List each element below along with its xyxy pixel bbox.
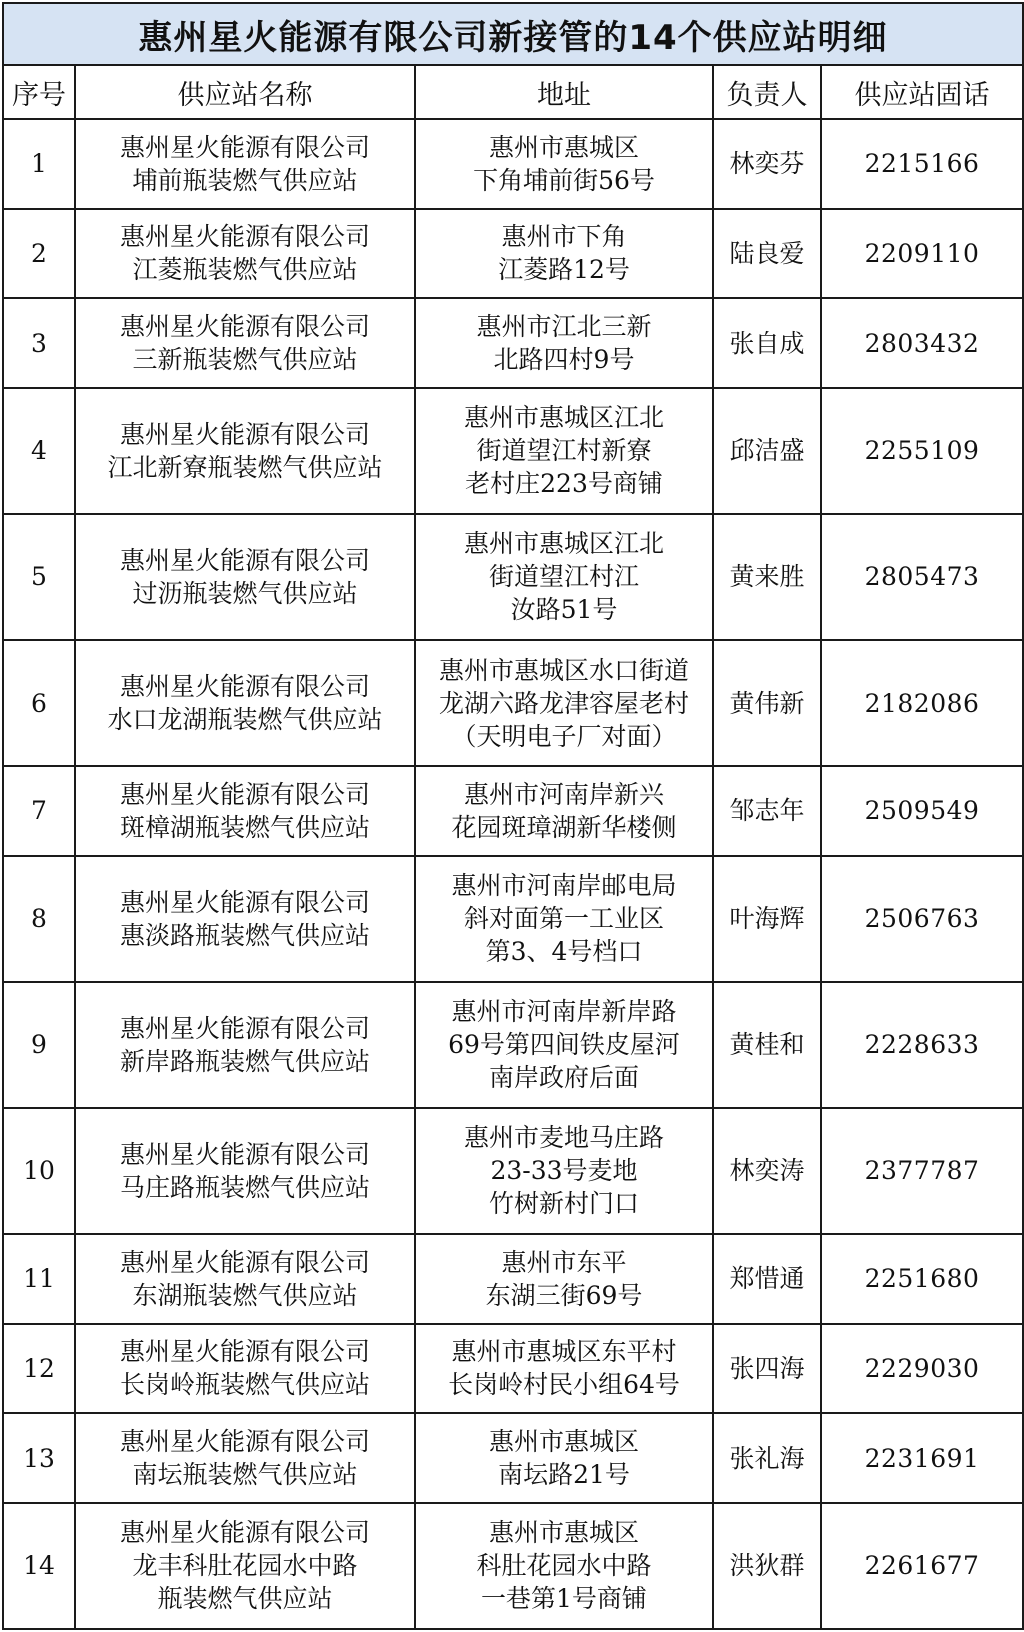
table-row <box>3 514 1023 640</box>
station-manager: 郑惜通 <box>713 1234 821 1324</box>
station-address-line: 汝路51号 <box>510 595 618 625</box>
row-number: 8 <box>3 856 75 982</box>
station-address <box>415 1234 713 1324</box>
station-manager: 黄桂和 <box>713 982 821 1108</box>
station-name-line: 惠淡路瓶装燃气供应站 <box>119 920 370 950</box>
row-number: 5 <box>3 514 75 640</box>
station-address-line: 第3、4号档口 <box>485 937 643 967</box>
row-number: 10 <box>3 1108 75 1234</box>
station-address <box>415 766 713 856</box>
table-row <box>3 982 1023 1108</box>
station-manager: 陆良爱 <box>713 209 821 299</box>
station-name <box>75 1234 415 1324</box>
station-address-line: 北路四村9号 <box>493 345 635 375</box>
station-name-line: 惠州星火能源有限公司 <box>119 1247 370 1277</box>
station-address-line: 老村庄223号商铺 <box>465 469 663 499</box>
station-name-line: 过沥瓶装燃气供应站 <box>132 578 358 608</box>
station-name <box>75 766 415 856</box>
station-name <box>75 1108 415 1234</box>
column-header-phone: 供应站固话 <box>821 65 1023 119</box>
station-address-line: 惠州市江北三新 <box>476 312 652 342</box>
station-name-line: 惠州星火能源有限公司 <box>119 672 370 702</box>
station-address-line: 花园斑璋湖新华楼侧 <box>451 812 677 842</box>
station-name-line: 惠州星火能源有限公司 <box>119 887 370 917</box>
table-row <box>3 119 1023 209</box>
row-number: 1 <box>3 119 75 209</box>
station-address-line: 惠州市下角 <box>501 222 627 252</box>
station-address-line: 惠州市惠城区 <box>488 132 639 162</box>
station-manager: 林奕涛 <box>713 1108 821 1234</box>
column-header-manager: 负责人 <box>713 65 821 119</box>
row-number: 14 <box>3 1503 75 1629</box>
table-row <box>3 1413 1023 1503</box>
station-address-line: 23-33号麦地 <box>490 1156 638 1186</box>
row-number: 6 <box>3 640 75 766</box>
station-phone: 2215166 <box>821 119 1023 209</box>
station-address-line: 科肚花园水中路 <box>476 1551 652 1581</box>
station-address-line: 江菱路12号 <box>498 255 630 285</box>
station-name <box>75 209 415 299</box>
station-address-line: 69号第四间铁皮屋河 <box>448 1030 680 1060</box>
station-address-line: 惠州市河南岸新兴 <box>463 779 664 809</box>
station-address-line: 惠州市惠城区江北 <box>463 403 664 433</box>
station-address-line: 惠州市惠城区水口街道 <box>438 655 689 685</box>
station-address <box>415 388 713 514</box>
station-address-line: 惠州市河南岸新岸路 <box>451 997 677 1027</box>
station-address <box>415 1413 713 1503</box>
station-name-line: 新岸路瓶装燃气供应站 <box>119 1046 370 1076</box>
station-name-line: 南坛瓶装燃气供应站 <box>132 1460 358 1490</box>
station-address-line: 东湖三街69号 <box>485 1280 643 1310</box>
table-body <box>3 119 1023 1629</box>
station-manager: 洪狄群 <box>713 1503 821 1629</box>
station-name-line: 江北新寮瓶装燃气供应站 <box>107 452 383 482</box>
station-address-line: 斜对面第一工业区 <box>463 904 664 934</box>
table-row <box>3 388 1023 514</box>
station-address-line: 惠州市惠城区 <box>488 1518 639 1548</box>
column-header-address: 地址 <box>415 65 713 119</box>
station-address-line: 一巷第1号商铺 <box>481 1584 647 1614</box>
station-address <box>415 856 713 982</box>
station-phone: 2228633 <box>821 982 1023 1108</box>
station-phone: 2255109 <box>821 388 1023 514</box>
station-address <box>415 514 713 640</box>
station-address-line: 惠州市河南岸邮电局 <box>451 871 677 901</box>
table-row <box>3 856 1023 982</box>
station-address <box>415 209 713 299</box>
station-name-line: 水口龙湖瓶装燃气供应站 <box>107 705 383 735</box>
station-name-line: 斑樟湖瓶装燃气供应站 <box>119 812 370 842</box>
station-address-line: 惠州市惠城区 <box>488 1427 639 1457</box>
station-phone: 2377787 <box>821 1108 1023 1234</box>
station-address <box>415 1108 713 1234</box>
station-phone: 2209110 <box>821 209 1023 299</box>
table-row <box>3 298 1023 388</box>
row-number: 2 <box>3 209 75 299</box>
station-address-line: 惠州市麦地马庄路 <box>463 1123 664 1153</box>
station-name-line: 惠州星火能源有限公司 <box>119 545 370 575</box>
row-number: 7 <box>3 766 75 856</box>
row-number: 12 <box>3 1324 75 1414</box>
station-address <box>415 1324 713 1414</box>
station-name-line: 马庄路瓶装燃气供应站 <box>119 1172 370 1202</box>
station-manager: 黄伟新 <box>713 640 821 766</box>
table-row <box>3 640 1023 766</box>
station-phone: 2805473 <box>821 514 1023 640</box>
table-row <box>3 1234 1023 1324</box>
column-header-no: 序号 <box>3 65 75 119</box>
row-number: 9 <box>3 982 75 1108</box>
station-manager: 林奕芬 <box>713 119 821 209</box>
station-phone: 2506763 <box>821 856 1023 982</box>
station-phone: 2251680 <box>821 1234 1023 1324</box>
station-phone: 2182086 <box>821 640 1023 766</box>
station-address-line: 长岗岭村民小组64号 <box>448 1370 680 1400</box>
station-name <box>75 1324 415 1414</box>
station-name <box>75 640 415 766</box>
station-name <box>75 1503 415 1629</box>
station-manager: 张礼海 <box>713 1413 821 1503</box>
station-address-line: 南岸政府后面 <box>488 1063 639 1093</box>
station-name <box>75 514 415 640</box>
table-row <box>3 209 1023 299</box>
row-number: 3 <box>3 298 75 388</box>
station-name-line: 惠州星火能源有限公司 <box>119 1337 370 1367</box>
station-address <box>415 640 713 766</box>
station-name-line: 长岗岭瓶装燃气供应站 <box>119 1370 370 1400</box>
station-name <box>75 119 415 209</box>
station-name <box>75 856 415 982</box>
station-name-line: 东湖瓶装燃气供应站 <box>132 1280 358 1310</box>
station-name <box>75 298 415 388</box>
station-manager: 张自成 <box>713 298 821 388</box>
table-row <box>3 1108 1023 1234</box>
table-row <box>3 1503 1023 1629</box>
station-name-line: 瓶装燃气供应站 <box>157 1584 333 1614</box>
table-row <box>3 766 1023 856</box>
station-name-line: 惠州星火能源有限公司 <box>119 1139 370 1169</box>
station-name-line: 惠州星火能源有限公司 <box>119 1013 370 1043</box>
station-name-line: 惠州星火能源有限公司 <box>119 1518 370 1548</box>
column-header-name: 供应站名称 <box>75 65 415 119</box>
station-phone: 2229030 <box>821 1324 1023 1414</box>
station-name-line: 惠州星火能源有限公司 <box>119 222 370 252</box>
station-name <box>75 1413 415 1503</box>
row-number: 11 <box>3 1234 75 1324</box>
station-address-line: 街道望江村江 <box>488 562 639 592</box>
station-name-line: 惠州星火能源有限公司 <box>119 419 370 449</box>
station-address <box>415 982 713 1108</box>
table-title: 惠州星火能源有限公司新接管的14个供应站明细 <box>3 3 1023 65</box>
station-name-line: 龙丰科肚花园水中路 <box>132 1551 358 1581</box>
station-address-line: （天明电子厂对面） <box>451 721 677 751</box>
station-manager: 邱洁盛 <box>713 388 821 514</box>
station-address <box>415 298 713 388</box>
station-phone: 2261677 <box>821 1503 1023 1629</box>
station-address-line: 惠州市东平 <box>501 1247 627 1277</box>
station-manager: 邹志年 <box>713 766 821 856</box>
station-address <box>415 1503 713 1629</box>
station-name <box>75 982 415 1108</box>
station-address <box>415 119 713 209</box>
station-name-line: 惠州星火能源有限公司 <box>119 779 370 809</box>
station-address-line: 惠州市惠城区江北 <box>463 529 664 559</box>
row-number: 13 <box>3 1413 75 1503</box>
row-number: 4 <box>3 388 75 514</box>
station-name <box>75 388 415 514</box>
station-manager: 张四海 <box>713 1324 821 1414</box>
station-address-line: 竹树新村门口 <box>488 1189 639 1219</box>
station-address-line: 街道望江村新寮 <box>476 436 652 466</box>
station-phone: 2509549 <box>821 766 1023 856</box>
station-address-line: 南坛路21号 <box>498 1460 630 1490</box>
station-name-line: 惠州星火能源有限公司 <box>119 312 370 342</box>
table-row <box>3 1324 1023 1414</box>
station-phone: 2803432 <box>821 298 1023 388</box>
station-address-line: 惠州市惠城区东平村 <box>451 1337 677 1367</box>
station-address-line: 龙湖六路龙津容屋老村 <box>438 688 689 718</box>
station-name-line: 江菱瓶装燃气供应站 <box>132 255 358 285</box>
station-address-line: 下角埔前街56号 <box>473 165 655 195</box>
station-manager: 叶海辉 <box>713 856 821 982</box>
station-name-line: 埔前瓶装燃气供应站 <box>132 165 358 195</box>
station-name-line: 惠州星火能源有限公司 <box>119 1427 370 1457</box>
station-name-line: 三新瓶装燃气供应站 <box>132 345 358 375</box>
station-phone: 2231691 <box>821 1413 1023 1503</box>
station-name-line: 惠州星火能源有限公司 <box>119 132 370 162</box>
station-manager: 黄来胜 <box>713 514 821 640</box>
supply-station-table <box>2 2 1024 1630</box>
